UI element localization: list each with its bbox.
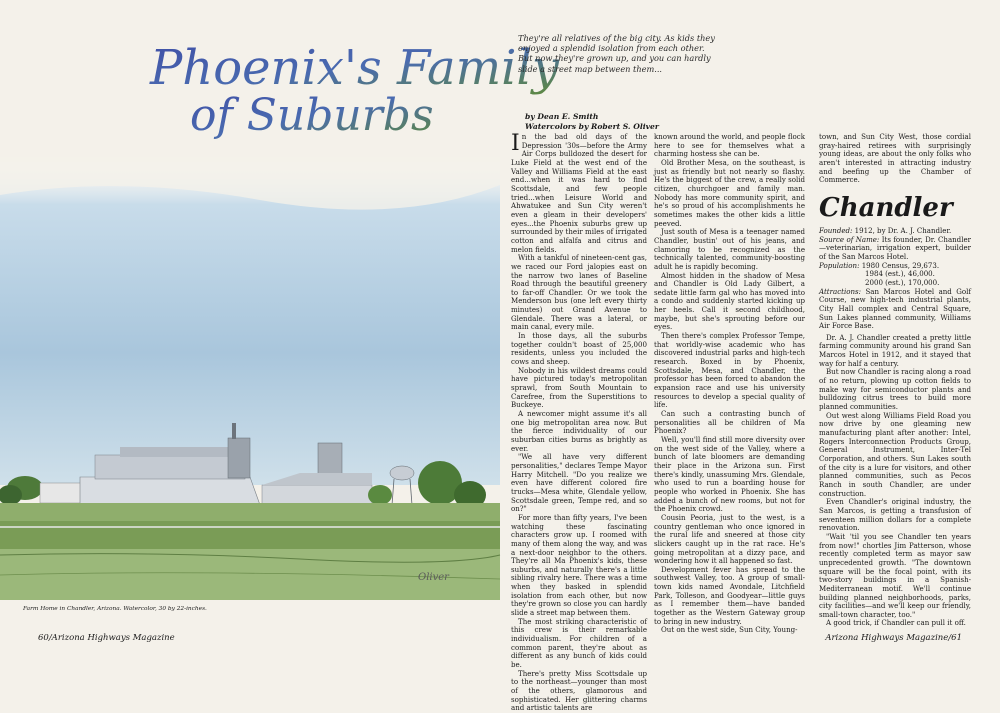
watercolor-painting [0,155,500,600]
title-calligraphy [150,22,559,142]
paragraph: "Wait 'til you see Chandler ten years from now!" chortles Jim Patterson, whose recently completed term as mayor saw unprecedented growth. "The downtown square will be the focal point, with its two-story buildings in a Spanish-Mediterranean motif. We'll continue building planned neighborhoods, parks, city facilities—and we'll keep our friendly, small-town character, too." [819,531,971,619]
paragraph: Old Brother Mesa, on the southeast, is just as friendly but not nearly so flashy. He's the biggest of the crew, a really solid citizen, churchgoer and family man. Nobody has more community spirit, and he's so proud of his accomplishments he sometimes makes the other kids a little peeved. [654,157,805,228]
paragraph: A good trick, if Chandler can pull it off. [826,618,966,628]
paragraph: For more than fifty years, I've been watching these fascinating characters grow up. I roomed with many of them along the way, and was a next-door neighbor to the others. They're all Ma Phoenix's kids, these suburbs, and naturally there's a little sibling rivalry here. There was a time when they basked in splendid isolation from each other, but now they're grown so close you can hardly slide a street map between them. [511,512,647,618]
paragraph: Almost hidden in the shadow of Mesa and Chandler is Old Lady Gilbert, a sedate little farm gal who has moved into a condo and suddenly started kicking up her heels. Call it second childhood, maybe, but she's sprouting before our eyes. [654,270,805,332]
paragraph: There's pretty Miss Scottsdale up to the northeast—younger than most of the others, glamorous and sophisticated. Her glittering charms and artistic talents are [511,668,647,713]
farm-home-watercolor [0,155,500,600]
paragraph: Out on the west side, Sun City, Young- [661,625,798,635]
drop-cap: I [511,131,520,156]
paragraph: But now Chandler is racing along a road of no return, plowing up cotton fields to make way for semiconductor plants and bulldozing citrus trees to build more planned communities. [819,367,971,412]
section-heading-chandler: Chandler [819,192,953,223]
paragraph: Out west along Williams Field Road you now drive by one gleaming new manufacturing plant after another: Intel, Rogers Interconnection Products Group, General Instrument, Inter-Tel Corporation, and others. Sun Lakes south of the city is a lure for visitors, and other planned communities, such as Pecos Ranch in south Chandler, are under construction. [819,410,971,498]
paragraph: Then there's complex Professor Tempe, that worldly-wise academic who has discovered industrial parks and high-tech research. Boxed in by Phoenix, Scottsdale, Mesa, and Chandler, the professor has been forced to abandon the expansion race and use his university resources to develop a special quality of life. [654,331,805,410]
article-column-3 [819,132,971,628]
page-folio-right: Arizona Highways Magazine/61 [825,633,962,643]
paragraph: Well, you'll find still more diversity over on the west side of the Valley, where a bunch of late bloomers are demanding their place in the Arizona sun. First there's kindly, unassuming Mrs. Glendale, who used to run a boarding house for people who worked in Phoenix. She has added a bunch of new rooms, but not for the Phoenix crowd. [654,434,805,514]
paragraph: Cousin Peoria, just to the west, is a country gentleman who once ignored in the rural life and sneered at those city slickers caught up in the rat race. He's going metropolitan at a dizzy pace, and wondering how it all happened so fast. [654,512,805,566]
svg-text:Oliver: Oliver [418,572,449,583]
title-line-1: Phoenix's Family [150,40,559,96]
paragraph: Even Chandler's original industry, the San Marcos, is getting a transfusion of seventeen million dollars for a complete renovation. [819,497,971,533]
paragraph: "We all have very different personalities," declares Tempe Mayor Harry Mitchell. "Do you realize we even have different colored fire trucks—Mesa white, Glendale yellow, Scottsdale green, Tempe red, and so on?" [511,452,647,514]
paragraph: Nobody in his wildest dreams could have pictured today's metropolitan sprawl, from South Mountain to Carefree, from the Superstitions to Buckeye. [511,365,647,410]
paragraph: Dr. A. J. Chandler created a pretty little farming community around his grand San Marcos Hotel in 1912, and it stayed that way for half a century. [819,332,971,368]
byline [525,112,725,131]
paragraph: known around the world, and people flock here to see for themselves what a charming hostess she can be. [654,132,805,159]
intro-deck: They're all relatives of the big city. As kids they enjoyed a splendid isolation from each other. But now they're grown up, and you can hardly slide a street map between them... [518,33,715,74]
author: by Dean E. Smith [525,112,599,121]
paragraph: town, and Sun City West, those cordial gray-haired retirees with surprisingly young ideas, are about the only folks who aren't interested in attracting industry and beefing up the Chamber of Commerce. [819,132,971,185]
paragraph: In those days, all the suburbs together couldn't boast of 25,000 residents, unless you included the cows and sheep. [511,331,647,367]
paragraph: Can such a contrasting bunch of personalities all be children of Ma Phoenix? [654,409,805,436]
paragraph: The most striking characteristic of this crew is their remarkable individualism. For children of a common parent, they're about as different as any bunch of kids could be. [511,616,647,670]
paragraph: Just south of Mesa is a teenager named Chandler, bustin' out of his jeans, and clamoring to be recognized as the technically talented, community-boosting adult he is rapidly becoming. [654,227,805,271]
article-column-1 [511,131,647,713]
page-folio-left: 60/Arizona Highways Magazine [38,633,175,643]
paragraph: With a tankful of nineteen-cent gas, we raced our Ford jalopies east on the narrow two lanes of Baseline Road through the beautiful greenery to far-off Chandler. Or we took the Menderson bus (one left every thirty minutes) out Grand Avenue to Glendale. There was a lateral, or main canal, every mile. [511,253,647,332]
paragraph: Development fever has spread to the southwest Valley, too. A group of small-town kids named Avondale, Litchfield Park, Tolleson, and Goodyear—little guys as I remember them—have banded together as the Western Gateway group to bring in new industry. [654,564,805,626]
paragraph: A newcomer might assume it's all one big metropolitan area now. But the fierce individuality of our suburban cities burns as brightly as ever. [511,409,647,453]
painting-caption: Farm Home in Chandler, Arizona. Watercolor, 30 by 22-inches. [23,606,207,612]
illustrator: Watercolors by Robert S. Oliver [525,121,659,131]
article-column-2 [654,132,805,635]
chandler-facts: Founded: 1912, by Dr. A. J. Chandler. Source of Name: Its founder, Dr. Chandler—veterinarian, irrigation expert, builder of the San Marcos Hotel. Population: 1980 Census, 29,673. 1984 (est.), 46,000. 2000 (est.), 170,000. Attractions: San Marcos Hotel and Golf Course, new high-tech industrial plants, City Hall complex and Central Square, Sun Lakes planned community, Williams Air Force Base. [819,225,971,331]
paragraph: In the bad old days of the Depression '30s—before the Army Air Corps bulldozed the desert for Luke Field at the west end of the Valley and Williams Field at the east end...when it was hard to find Scottsdale, and few people tried...when Leisure World and Ahwatukee and Sun City weren't even a gleam in their developers' eyes...the Phoenix suburbs grew up surrounded by their miles of irrigated cotton and alfalfa and citrus and melon fields. [511,131,647,254]
title-line-2: of Suburbs [190,90,434,141]
title-art [150,22,559,142]
